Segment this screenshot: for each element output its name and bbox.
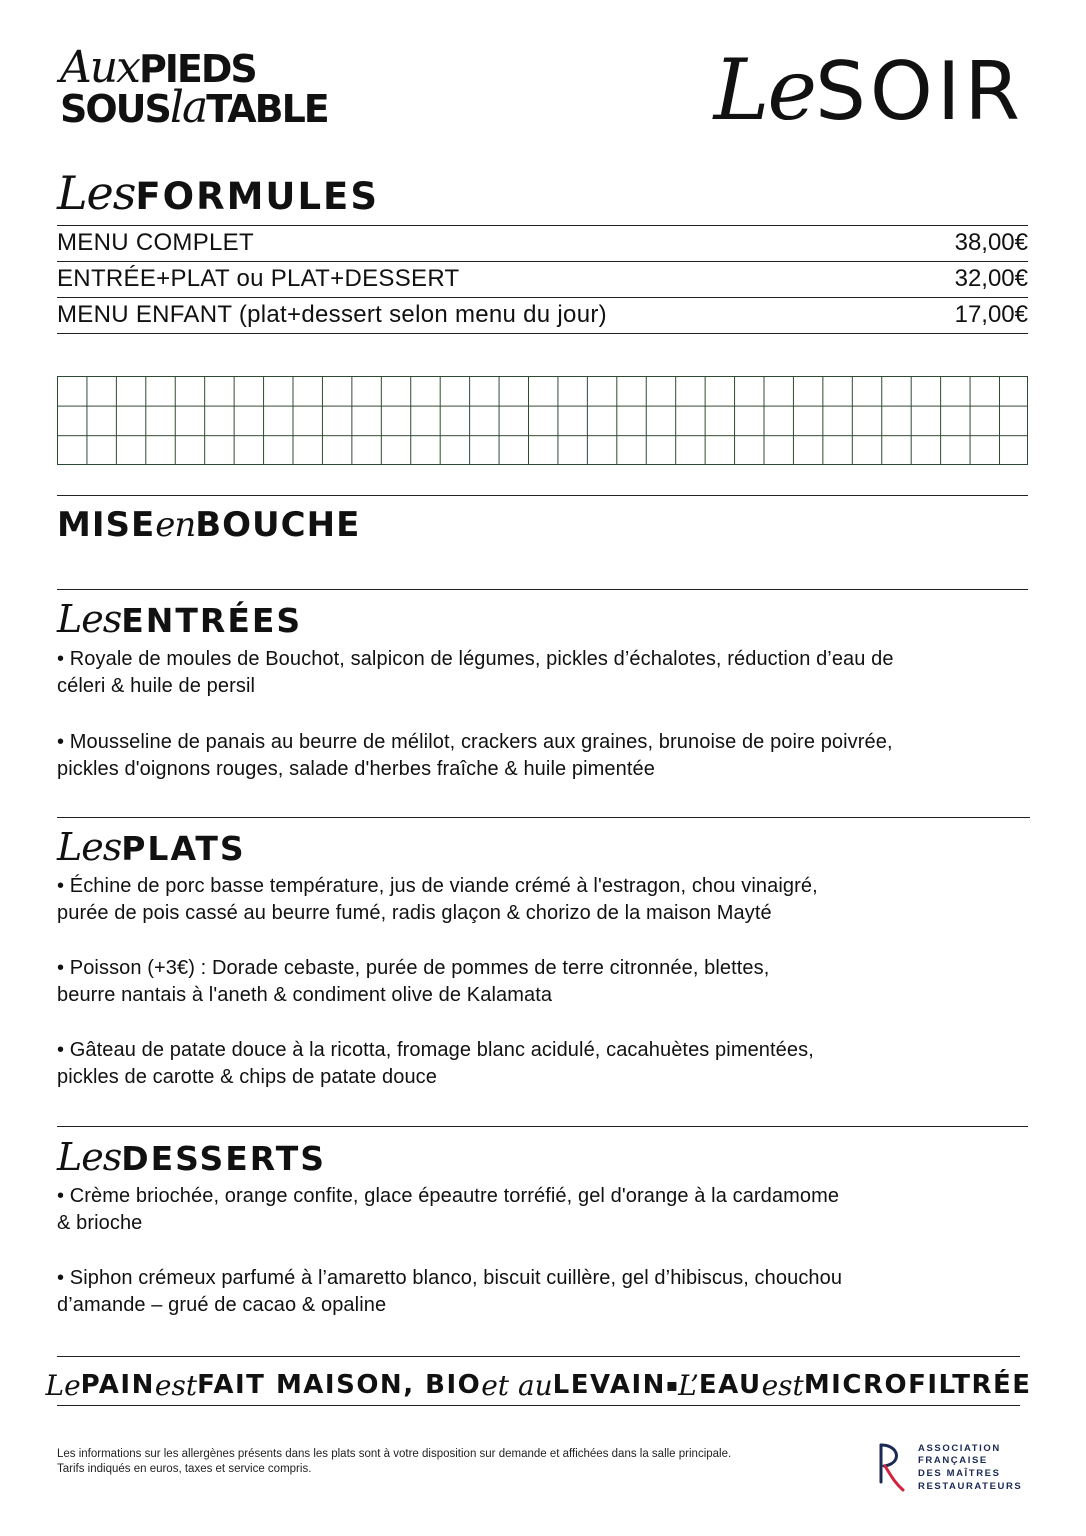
formule-price: 17,00€ xyxy=(954,301,1028,328)
plats-heading-bold: PLATS xyxy=(121,829,246,868)
association-logo xyxy=(876,1442,1022,1494)
dish-item xyxy=(57,1265,1032,1319)
formules-heading-italic: Les xyxy=(57,166,136,220)
logo-word-la: la xyxy=(169,82,207,133)
dish-item xyxy=(57,646,1032,700)
association-line: RESTAURATEURS xyxy=(918,1480,1023,1492)
dish-line: • Royale de moules de Bouchot, salpicon de légumes, pickles d’échalotes, réduction d’eau de xyxy=(57,648,894,670)
bread-water-banner xyxy=(45,1365,1032,1405)
dish-line: • Poisson (+3€) : Dorade cebaste, purée de pommes de terre citronnée, blettes, xyxy=(57,957,770,979)
dish-line: pickles d'oignons rouges, salade d'herbes fraîche & huile pimentée xyxy=(57,758,655,780)
dish-item xyxy=(57,955,1032,1009)
dish-line: purée de pois cassé au beurre fumé, radis glaçon & chorizo de la maison Mayté xyxy=(57,902,772,924)
banner-italic: est xyxy=(761,1368,804,1402)
banner-bold: MICROFILTRÉE xyxy=(803,1370,1032,1400)
mise-en-bouche-heading xyxy=(57,505,361,545)
formules-heading-bold: FORMULES xyxy=(135,175,379,218)
banner-bold: EAU xyxy=(698,1370,762,1400)
desserts-heading-bold: DESSERTS xyxy=(121,1139,326,1178)
association-line: DES MAÎTRES xyxy=(918,1468,1001,1479)
formule-name: MENU ENFANT (plat+dessert selon menu du jour) xyxy=(57,301,607,328)
desserts-heading-italic: Les xyxy=(57,1135,122,1179)
mise-heading-bold-a: MISE xyxy=(57,505,156,545)
desserts-heading xyxy=(57,1135,326,1179)
banner-italic: Le xyxy=(45,1368,81,1402)
divider xyxy=(57,589,1028,590)
banner-bold: LEVAIN xyxy=(552,1370,666,1400)
divider xyxy=(57,333,1028,334)
divider xyxy=(57,1356,1020,1357)
decorative-grid xyxy=(57,376,1028,465)
dish-line: beurre nantais à l'aneth & condiment olive de Kalamata xyxy=(57,984,553,1006)
formule-name: MENU COMPLET xyxy=(57,229,254,256)
association-line: FRANÇAISE xyxy=(918,1455,988,1467)
mise-heading-italic: en xyxy=(155,505,196,545)
dish-line: • Gâteau de patate douce à la ricotta, fromage blanc acidulé, cacahuètes pimentées, xyxy=(57,1039,814,1061)
legal-line: Les informations sur les allergènes présents dans les plats sont à votre disposition sur demande et affichées dans la salle principale. xyxy=(57,1448,732,1460)
entrees-heading xyxy=(57,597,303,641)
page-title xyxy=(713,41,1024,139)
legal-notice xyxy=(57,1447,731,1477)
banner-separator: ▪ xyxy=(665,1374,679,1396)
formule-price: 38,00€ xyxy=(954,229,1028,256)
dish-line: & brioche xyxy=(57,1212,143,1234)
dish-line: céleri & huile de persil xyxy=(57,675,256,697)
divider xyxy=(57,495,1028,496)
logo-word-sous: SOUS xyxy=(60,87,170,131)
logo-word-aux: Aux xyxy=(60,42,139,93)
formule-row xyxy=(57,261,1028,297)
banner-italic: et au xyxy=(481,1368,553,1402)
mise-heading-bold-b: BOUCHE xyxy=(195,505,361,545)
formule-name: ENTRÉE+PLAT ou PLAT+DESSERT xyxy=(57,265,460,292)
formule-price: 32,00€ xyxy=(954,265,1028,292)
maitres-restaurateurs-r-icon xyxy=(876,1442,908,1494)
plats-heading-italic: Les xyxy=(57,825,122,869)
divider xyxy=(57,1126,1028,1127)
dish-line: • Crème briochée, orange confite, glace épeautre torréfié, gel d'orange à la cardamome xyxy=(57,1185,840,1207)
logo-word-pieds: PIEDS xyxy=(138,47,256,91)
association-name xyxy=(918,1443,1022,1493)
formule-row xyxy=(57,297,1028,333)
banner-bold: PAIN xyxy=(80,1370,155,1400)
dish-item xyxy=(57,873,1032,927)
dish-line: d’amande – grué de cacao & opaline xyxy=(57,1294,387,1316)
association-line: ASSOCIATION xyxy=(918,1442,1001,1454)
plats-heading xyxy=(57,825,246,869)
divider xyxy=(57,1405,1020,1406)
dish-item xyxy=(57,729,1032,783)
formules-heading xyxy=(57,166,379,220)
entrees-heading-italic: Les xyxy=(57,597,122,641)
entrees-heading-bold: ENTRÉES xyxy=(121,601,303,640)
dish-line: • Échine de porc basse température, jus de viande crémé à l'estragon, chou vinaigré, xyxy=(57,875,818,897)
title-italic: Le xyxy=(713,41,816,139)
dish-item xyxy=(57,1037,1032,1091)
banner-italic: L’ xyxy=(678,1368,699,1402)
title-sans: SOIR xyxy=(815,45,1024,138)
logo-word-table: TABLE xyxy=(206,87,328,131)
dish-line: • Siphon crémeux parfumé à l’amaretto blanco, biscuit cuillère, gel d’hibiscus, chouchou xyxy=(57,1267,843,1289)
dish-line: pickles de carotte & chips de patate douce xyxy=(57,1066,437,1088)
legal-line: Tarifs indiqués en euros, taxes et service compris. xyxy=(57,1463,312,1475)
formule-row xyxy=(57,225,1028,261)
restaurant-logo xyxy=(60,42,328,133)
banner-bold: FAIT MAISON, BIO xyxy=(197,1370,482,1400)
dish-item xyxy=(57,1183,1032,1237)
banner-italic: est xyxy=(154,1368,198,1402)
divider xyxy=(57,817,1030,818)
dish-line: • Mousseline de panais au beurre de mélilot, crackers aux graines, brunoise de poire poivrée, xyxy=(57,731,893,753)
